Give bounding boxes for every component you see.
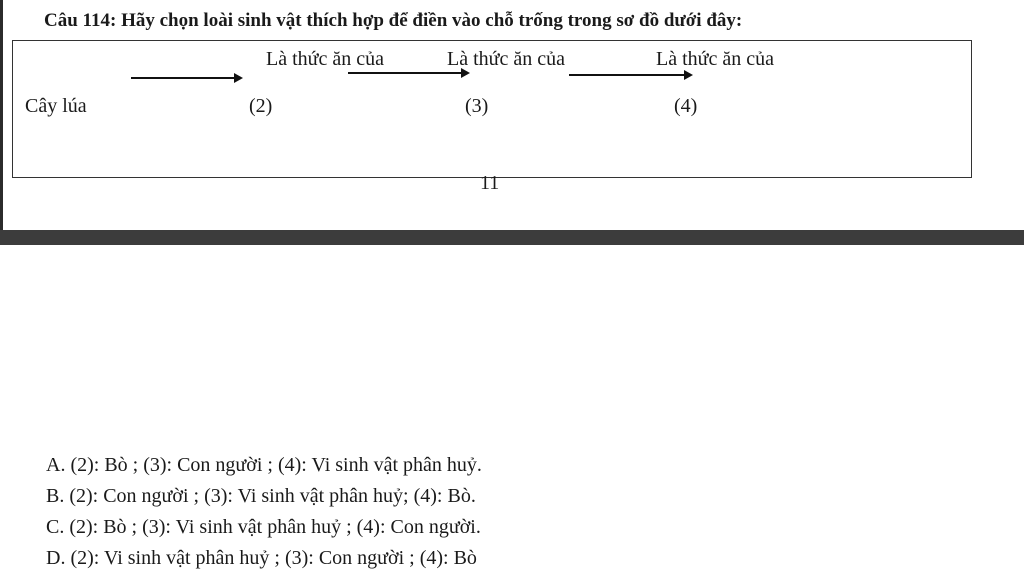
node-2: (2) <box>249 95 273 117</box>
answer-option-c: C. (2): Bò ; (3): Vi sinh vật phân huỷ ; (4): Con người. <box>46 516 481 538</box>
relation-label-3: Là thức ăn của <box>656 48 774 70</box>
arrow-2 <box>348 72 468 74</box>
relation-label-2: Là thức ăn của <box>447 48 565 70</box>
page-number: 11 <box>480 172 500 194</box>
question-title: Câu 114: Hãy chọn loài sinh vật thích hợp để điền vào chỗ trống trong sơ đồ dưới đây: <box>44 10 743 31</box>
node-4: (4) <box>674 95 698 117</box>
answer-option-a: A. (2): Bò ; (3): Con người ; (4): Vi sinh vật phân huỷ. <box>46 454 482 476</box>
node-3: (3) <box>465 95 489 117</box>
relation-label-1: Là thức ăn của <box>266 48 384 70</box>
arrow-1 <box>131 77 241 79</box>
food-chain-diagram <box>12 40 972 178</box>
arrow-3 <box>569 74 691 76</box>
start-organism: Cây lúa <box>25 95 87 117</box>
answer-option-d: D. (2): Vi sinh vật phân huỷ ; (3): Con người ; (4): Bò <box>46 547 477 569</box>
page-separator <box>0 230 1024 245</box>
left-margin-rule <box>0 0 3 230</box>
answer-list <box>46 450 482 574</box>
answer-option-b: B. (2): Con người ; (3): Vi sinh vật phân huỷ; (4): Bò. <box>46 485 476 507</box>
